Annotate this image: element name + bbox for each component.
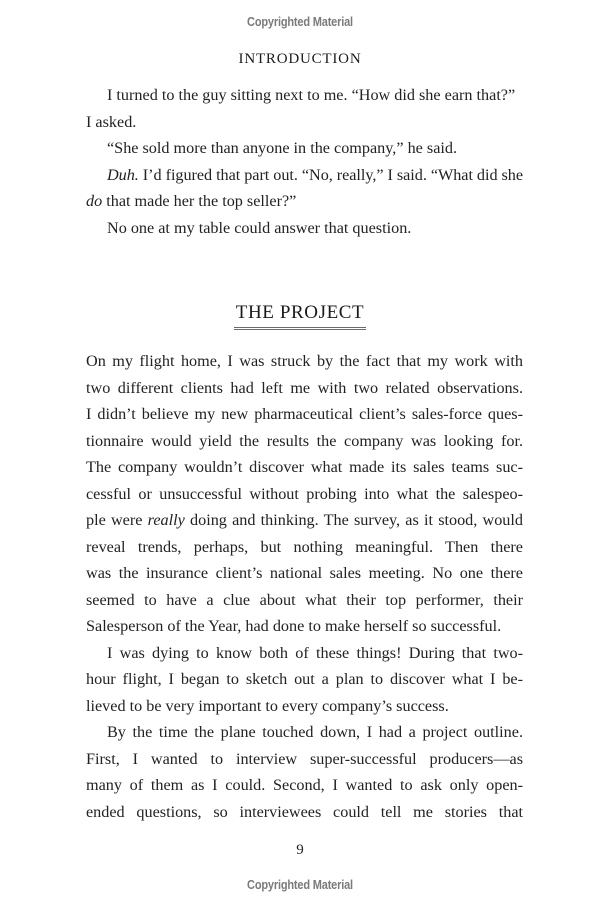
text-run: I’d figured that part out. “No, really,” I said. “What did she	[138, 165, 523, 184]
text-line: “She sold more than anyone in the company,” he said.	[107, 139, 458, 157]
text-line: First, I wanted to interview super-successful producers—as	[86, 749, 523, 768]
text-run: ple were	[86, 511, 148, 529]
body-text	[86, 348, 523, 825]
text-line	[86, 507, 523, 534]
text-line: I was dying to know both of these things! During that two-	[107, 643, 523, 662]
dialogue-block	[86, 82, 523, 241]
text-line: hour flight, I began to sketch out a plan to discover what I be-	[86, 670, 523, 688]
text-line: two different clients had left me with two related observations.	[86, 378, 523, 397]
text-line: was the insurance client’s national sales meeting. No one there	[86, 564, 523, 582]
text-line	[86, 162, 523, 189]
italic-text: do	[86, 192, 103, 210]
text-line: I didn’t believe my new pharmaceutical client’s sales-force ques-	[86, 405, 523, 423]
copyright-watermark-bottom: Copyrighted Material	[247, 878, 353, 892]
text-line: reveal trends, perhaps, but nothing meaningful. Then there	[86, 537, 523, 556]
text-line: On my flight home, I was struck by the fact that my work with	[86, 352, 523, 370]
copyright-watermark-top: Copyrighted Material	[247, 15, 353, 29]
text-line: No one at my table could answer that question.	[107, 218, 412, 237]
page-number: 9	[296, 842, 304, 858]
italic-text: Duh.	[107, 165, 139, 184]
text-line	[86, 188, 523, 215]
text-run: that made her the top seller?”	[102, 192, 297, 210]
section-title: THE PROJECT	[234, 302, 367, 330]
text-line: seemed to have a clue about what their top performer, their	[86, 590, 523, 609]
running-head: INTRODUCTION	[238, 51, 362, 67]
text-line: By the time the plane touched down, I had a project outline.	[107, 723, 523, 741]
text-line: lieved to be very important to every company’s success.	[86, 696, 449, 715]
text-line: cessful or unsuccessful without probing into what the salespeo-	[86, 484, 523, 503]
text-line: many of them as I could. Second, I wanted to ask only open-	[86, 776, 523, 794]
text-run: doing and thinking. The survey, as it stood, would	[184, 511, 523, 529]
text-line: ended questions, so interviewees could tell me stories that	[86, 802, 523, 821]
text-line: The company wouldn’t discover what made its sales teams suc-	[86, 458, 523, 476]
text-line: tionnaire would yield the results the company was looking for.	[86, 431, 523, 450]
text-line: I asked.	[86, 112, 137, 131]
italic-text: really	[147, 511, 185, 529]
section-heading	[0, 302, 600, 330]
text-line: I turned to the guy sitting next to me. “How did she earn that?”	[107, 86, 516, 104]
text-line: Salesperson of the Year, had done to make herself so successful.	[86, 617, 502, 635]
